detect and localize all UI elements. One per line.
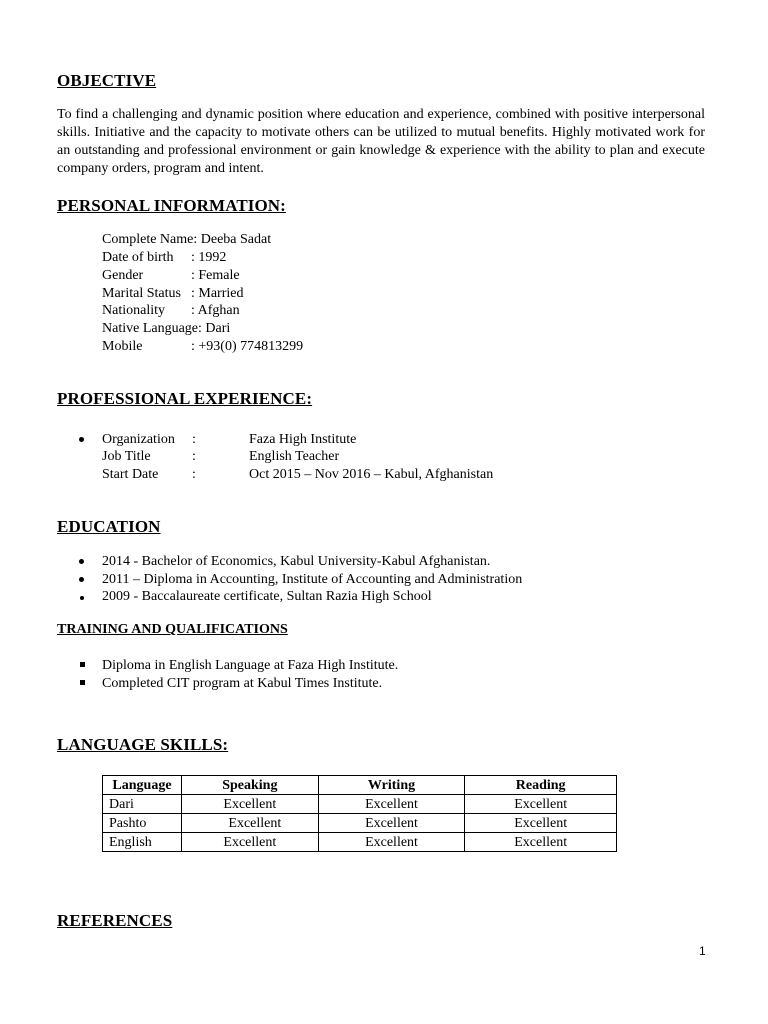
column-header: Reading	[465, 776, 617, 795]
table-cell: Excellent	[181, 795, 318, 814]
personal-row-dob	[102, 249, 174, 267]
table-cell: Excellent	[465, 833, 617, 852]
personal-value: Dari	[205, 321, 231, 336]
personal-sep: :	[198, 321, 206, 336]
personal-value: Deeba Sadat	[200, 232, 272, 247]
language-table	[102, 775, 617, 852]
table-cell: Excellent	[181, 814, 318, 833]
column-header: Language	[103, 776, 182, 795]
personal-row-nationality-value	[191, 302, 240, 320]
experience-sep: :	[192, 432, 196, 447]
personal-row-gender	[102, 267, 143, 285]
personal-value: 1992	[198, 250, 227, 265]
personal-sep: :	[191, 250, 199, 265]
bullet-dot-icon	[79, 559, 84, 564]
bullet-dot-icon	[79, 577, 84, 582]
column-header: Writing	[318, 776, 465, 795]
objective-text: To find a challenging and dynamic position where education and experience, combined with positive interpersonal skills. Initiative and the capacity to motivate others can be utilized to mutual benefits. Highly motivated work for an outstanding and professional environment or gain knowledge & experience with the ability to plan and execute company orders, program and intent.	[57, 107, 705, 176]
table-cell: Excellent	[318, 814, 465, 833]
training-item: Completed CIT program at Kabul Times Institute.	[102, 676, 383, 691]
table-cell: Excellent	[465, 814, 617, 833]
bullet-square-icon	[80, 680, 85, 685]
personal-row-language	[102, 320, 230, 338]
objective-heading: OBJECTIVE	[57, 71, 157, 90]
personal-label: Gender	[102, 268, 144, 283]
personal-label: Nationality	[102, 303, 165, 318]
personal-sep: :	[191, 286, 199, 301]
personal-row-marital-value	[191, 285, 243, 303]
page-number: 1	[699, 944, 706, 958]
bullet-square-icon	[80, 662, 85, 667]
table-row	[103, 795, 617, 814]
bullet-dot-icon	[80, 596, 84, 600]
table-header-row	[103, 776, 617, 795]
personal-row-marital	[102, 285, 181, 303]
education-item: 2014 - Bachelor of Economics, Kabul University-Kabul Afghanistan.	[102, 554, 491, 569]
personal-row-dob-value	[191, 249, 226, 267]
experience-label-title: Job Title	[102, 449, 151, 464]
personal-value: Female	[198, 268, 240, 283]
personal-label: Marital Status	[102, 286, 181, 301]
personal-label: Date of birth	[102, 250, 174, 265]
personal-sep: :	[191, 303, 198, 318]
experience-label-org: Organization	[102, 432, 175, 447]
personal-label: Native Language	[102, 321, 199, 336]
personal-value: Afghan	[197, 303, 240, 318]
personal-sep: :	[191, 268, 199, 283]
experience-sep: :	[192, 449, 196, 464]
language-skills-heading: LANGUAGE SKILLS:	[57, 735, 229, 754]
personal-row-gender-value	[191, 267, 240, 285]
personal-row-nationality	[102, 302, 165, 320]
bullet-dot-icon	[79, 437, 84, 442]
table-cell: Dari	[103, 795, 182, 814]
experience-value-org: Faza High Institute	[249, 432, 357, 447]
personal-sep: :	[193, 232, 201, 247]
table-cell: Excellent	[465, 795, 617, 814]
table-cell: Pashto	[103, 814, 182, 833]
table-cell: Excellent	[318, 833, 465, 852]
experience-sep: :	[192, 467, 196, 482]
table-cell: Excellent	[318, 795, 465, 814]
personal-value: Married	[198, 286, 244, 301]
personal-label: Complete Name	[102, 232, 194, 247]
personal-row-mobile-value	[191, 338, 303, 356]
personal-info-heading: PERSONAL INFORMATION:	[57, 196, 286, 215]
education-item: 2009 - Baccalaureate certificate, Sultan Razia High School	[102, 589, 432, 604]
experience-value-title: English Teacher	[249, 449, 340, 464]
training-heading: TRAINING AND QUALIFICATIONS	[57, 622, 288, 637]
personal-sep: :	[191, 339, 199, 354]
personal-row-mobile	[102, 338, 142, 356]
column-header: Speaking	[181, 776, 318, 795]
table-row	[103, 833, 617, 852]
experience-label-date: Start Date	[102, 467, 159, 482]
table-cell: Excellent	[181, 833, 318, 852]
personal-label: Mobile	[102, 339, 143, 354]
education-item: 2011 – Diploma in Accounting, Institute of Accounting and Administration	[102, 572, 523, 587]
education-heading: EDUCATION	[57, 517, 161, 536]
references-heading: REFERENCES	[57, 911, 173, 930]
table-row	[103, 814, 617, 833]
training-item: Diploma in English Language at Faza High Institute.	[102, 658, 399, 673]
experience-value-date: Oct 2015 – Nov 2016 – Kabul, Afghanistan	[249, 467, 494, 482]
personal-value: +93(0) 774813299	[198, 339, 304, 354]
experience-heading: PROFESSIONAL EXPERIENCE:	[57, 389, 313, 408]
personal-row-name	[102, 231, 271, 249]
table-cell: English	[103, 833, 182, 852]
